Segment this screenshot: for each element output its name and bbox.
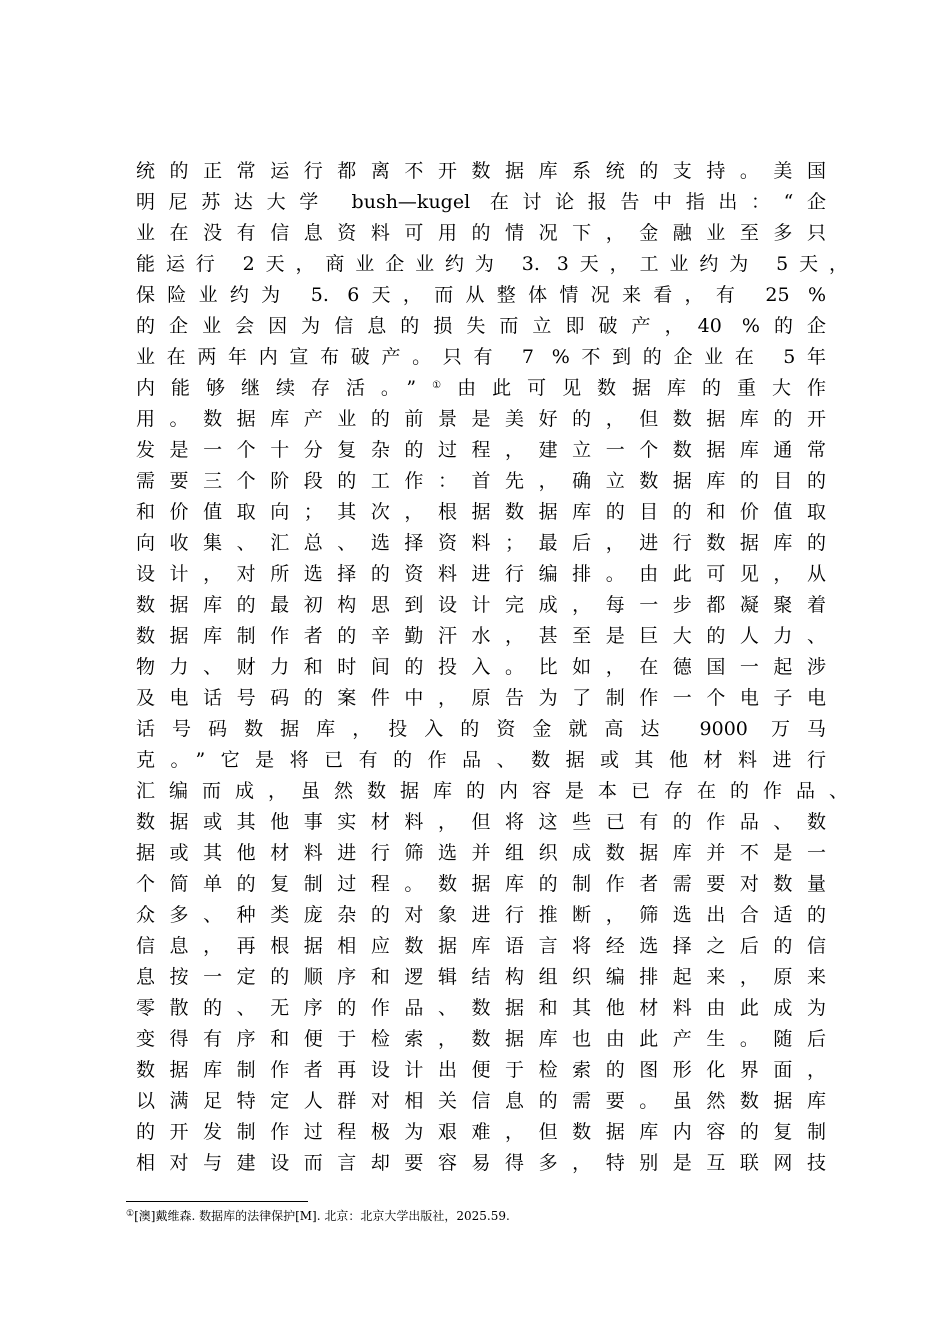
text-line: 以满足特定人群对相关信息的需要。虽然数据库 bbox=[136, 1090, 826, 1112]
text-line: 息按一定的顺序和逻辑结构组织编排起来，原来 bbox=[136, 966, 826, 988]
text-line-with-footnote-ref bbox=[136, 373, 826, 404]
footnote-separator bbox=[126, 1201, 308, 1202]
text-line: 变得有序和便于检索，数据库也由此产生。随后 bbox=[136, 1028, 826, 1050]
text-line: 向收集、汇总、选择资料；最后，进行数据库的 bbox=[136, 532, 826, 554]
text-line: 相对与建设而言却要容易得多，特别是互联网技 bbox=[136, 1152, 826, 1174]
text-line: 的开发制作过程极为艰难，但数据库内容的复制 bbox=[136, 1121, 826, 1143]
text-line: 零散的、无序的作品、数据和其他材料由此成为 bbox=[136, 997, 826, 1019]
text-line: 及电话号码的案件中，原告为了制作一个电子电 bbox=[136, 687, 826, 709]
body-text bbox=[136, 156, 848, 1179]
footnote bbox=[126, 1206, 510, 1226]
text-line: 能运行 2天，商业企业约为 3. 3天，工业约为 5天， bbox=[136, 253, 848, 275]
text-line: 物力、财力和时间的投入。比如，在德国一起涉 bbox=[136, 656, 826, 678]
text-line: 数据或其他事实材料，但将这些已有的作品、数 bbox=[136, 811, 826, 833]
text-line: 需要三个阶段的工作：首先，确立数据库的目的 bbox=[136, 470, 826, 492]
text-line: 话号码数据库，投入的资金就高达 9000 万马 bbox=[136, 718, 826, 740]
text-line: 业在两年内宣布破产。只有 7 %不到的企业在 5年 bbox=[136, 346, 826, 368]
text-line: 汇编而成，虽然数据库的内容是本已存在的作品、 bbox=[136, 780, 848, 802]
footnote-text: [澳]戴维森. 数据库的法律保护[M]. 北京：北京大学出版社，2025.59. bbox=[134, 1209, 510, 1223]
text-line: 据或其他材料进行筛选并组织成数据库并不是一 bbox=[136, 842, 826, 864]
text-line: 保险业约为 5. 6天，而从整体情况来看，有 25 % bbox=[136, 284, 826, 306]
text-line: 数据库的最初构思到设计完成，每一步都凝聚着 bbox=[136, 594, 826, 616]
text-line: 的企业会因为信息的损失而立即破产，40 %的企 bbox=[136, 315, 826, 337]
text-segment: 由此可见数据库的重大作 bbox=[457, 377, 826, 399]
text-line: 用。数据库产业的前景是美好的，但数据库的开 bbox=[136, 408, 826, 430]
text-line: 数据库制作者再设计出便于检索的图形化界面， bbox=[136, 1059, 826, 1081]
text-line: 业在没有信息资料可用的情况下，金融业至多只 bbox=[136, 222, 826, 244]
text-line: 明尼苏达大学 bush—kugel 在讨论报告中指出：“企 bbox=[136, 191, 826, 213]
text-segment: 内能够继续存活。” bbox=[136, 377, 417, 399]
footnote-marker: ① bbox=[126, 1209, 135, 1219]
text-line: 统的正常运行都离不开数据库系统的支持。美国 bbox=[136, 160, 826, 182]
text-line: 众多、种类庞杂的对象进行推断，筛选出合适的 bbox=[136, 904, 826, 926]
text-line: 克。”它是将已有的作品、数据或其他材料进行 bbox=[136, 749, 826, 771]
text-line: 发是一个十分复杂的过程，建立一个数据库通常 bbox=[136, 439, 826, 461]
text-line: 和价值取向；其次，根据数据库的目的和价值取 bbox=[136, 501, 826, 523]
text-line: 数据库制作者的辛勤汗水，甚至是巨大的人力、 bbox=[136, 625, 826, 647]
text-line: 设计，对所选择的资料进行编排。由此可见，从 bbox=[136, 563, 826, 585]
footnote-reference[interactable]: ① bbox=[416, 380, 458, 391]
text-line: 个简单的复制过程。数据库的制作者需要对数量 bbox=[136, 873, 826, 895]
text-line: 信息，再根据相应数据库语言将经选择之后的信 bbox=[136, 935, 826, 957]
